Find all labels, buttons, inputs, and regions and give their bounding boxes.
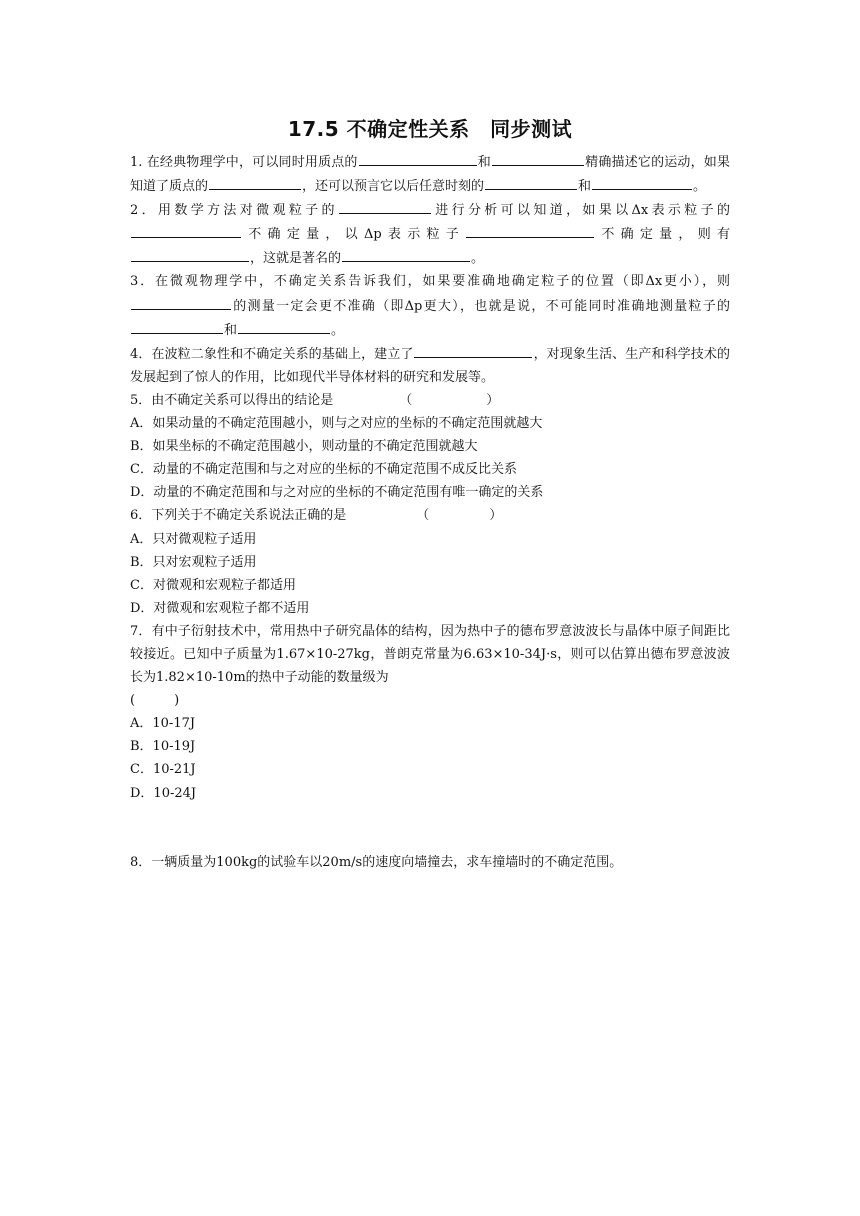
q1-text-a: 1. 在经典物理学中，可以同时用质点的 [130,155,358,170]
q2-text-b: 进行分析可以知道，如果以Δx表示粒子的 [431,203,730,219]
q2-blank-3 [466,222,594,238]
q3-blank-2 [131,318,223,334]
q7-option: B．10-19J [130,739,196,755]
q4-text-a: 4．在波粒二象性和不确定关系的基础上，建立了 [130,346,414,362]
q6-answer-paren [416,504,502,527]
q1-text-b: 和 [477,155,491,170]
q3-text-c: 和 [224,322,238,338]
q2-text-a: 2．用数学方法对微观粒子的 [130,203,338,219]
question-8: 8．一辆质量为100kg的试验车以20m/s的速度向墙撞去，求车撞墙时的不确定范围。 [130,854,623,870]
q5-stem: 5．由不确定关系可以得出的结论是 [130,392,334,408]
question-7 [130,620,730,712]
q1-blank-5 [592,174,692,190]
q2-blank-4 [131,246,249,262]
q6-paren-open: （ [416,508,430,524]
q5-answer-paren [399,389,499,412]
q2-blank-5 [342,246,470,262]
q3-text-a: 3．在微观物理学中，不确定关系告诉我们，如果要准确地确定粒子的位置（即Δx更小），则 [130,274,730,290]
q5-paren-open: （ [399,392,413,408]
q6-option: A．只对微观粒子适用 [130,531,257,547]
q5-option: C．动量的不确定范围和与之对应的坐标的不确定范围不成反比关系 [130,462,517,478]
q7-stem: 7．有中子衍射技术中，常用热中子研究晶体的结构，因为热中子的德布罗意波波长与晶体中原子间距比较接近。已知中子质量为1.67×10-27kg，普朗克常量为6.63×10-34J·s，则可以估算出德布罗意波波长为1.82×10-10m的热中子动能的数量级为 [130,623,730,686]
q3-blank-1 [131,294,231,310]
question-6 [130,504,730,527]
q2-text-e: ，这就是著名的 [250,251,342,267]
q6-option: B．只对宏观粒子适用 [130,554,257,570]
q7-answer-paren: ( ) [130,693,180,709]
question-list [130,150,730,874]
q3-text-b: 的测量一定会更不准确（即Δp更大），也就是说，不可能同时准确地测量粒子的 [232,298,730,314]
spacer [130,805,730,851]
question-4 [130,342,730,389]
q1-text-e: 和 [578,179,592,195]
q1-text-c: 精确描述它的运动，如果知道了质点的 [130,155,730,195]
question-3 [130,270,730,341]
q3-text-d: 。 [331,322,345,338]
q5-option: B．如果坐标的不确定范围越小，则动量的不确定范围就越大 [130,439,478,455]
q2-text-d: 不确定量，则有 [595,227,730,243]
q5-paren-close: ） [486,392,500,408]
q1-blank-1 [359,150,477,166]
question-5 [130,389,730,412]
q1-blank-4 [485,174,577,190]
q1-text-f: 。 [693,179,707,195]
q7-option: A．10-17J [130,716,196,732]
q7-option: C．10-21J [130,762,196,778]
q5-option: D．动量的不确定范围和与之对应的坐标的不确定范围有唯一确定的关系 [130,485,544,501]
q2-blank-1 [339,198,431,214]
question-2 [130,198,730,270]
q4-text-b: ，对现象生活、生产和科学技术的发展起到了惊人的作用，比如现代半导体材料的研究和发展等。 [130,346,730,385]
q6-paren-close: ） [489,508,503,524]
q5-option: A．如果动量的不确定范围越小，则与之对应的坐标的不确定范围就越大 [130,416,543,432]
q2-text-f: 。 [471,251,485,267]
q1-text-d: ，还可以预言它以后任意时刻的 [302,179,485,195]
page-title: 17.5 不确定性关系 同步测试 [287,117,573,141]
q1-blank-2 [492,150,584,166]
question-1 [130,150,730,198]
q4-blank-1 [414,342,532,358]
q2-blank-2 [131,222,241,238]
q7-option: D．10-24J [130,785,197,801]
q6-option: D．对微观和宏观粒子都不适用 [130,600,310,616]
q2-text-c: 不确定量，以Δp表示粒子 [242,227,466,243]
q6-stem: 6．下列关于不确定关系说法正确的是 [130,508,347,524]
q6-option: C．对微观和宏观粒子都适用 [130,577,296,593]
q3-blank-3 [238,318,330,334]
q1-blank-3 [209,174,301,190]
